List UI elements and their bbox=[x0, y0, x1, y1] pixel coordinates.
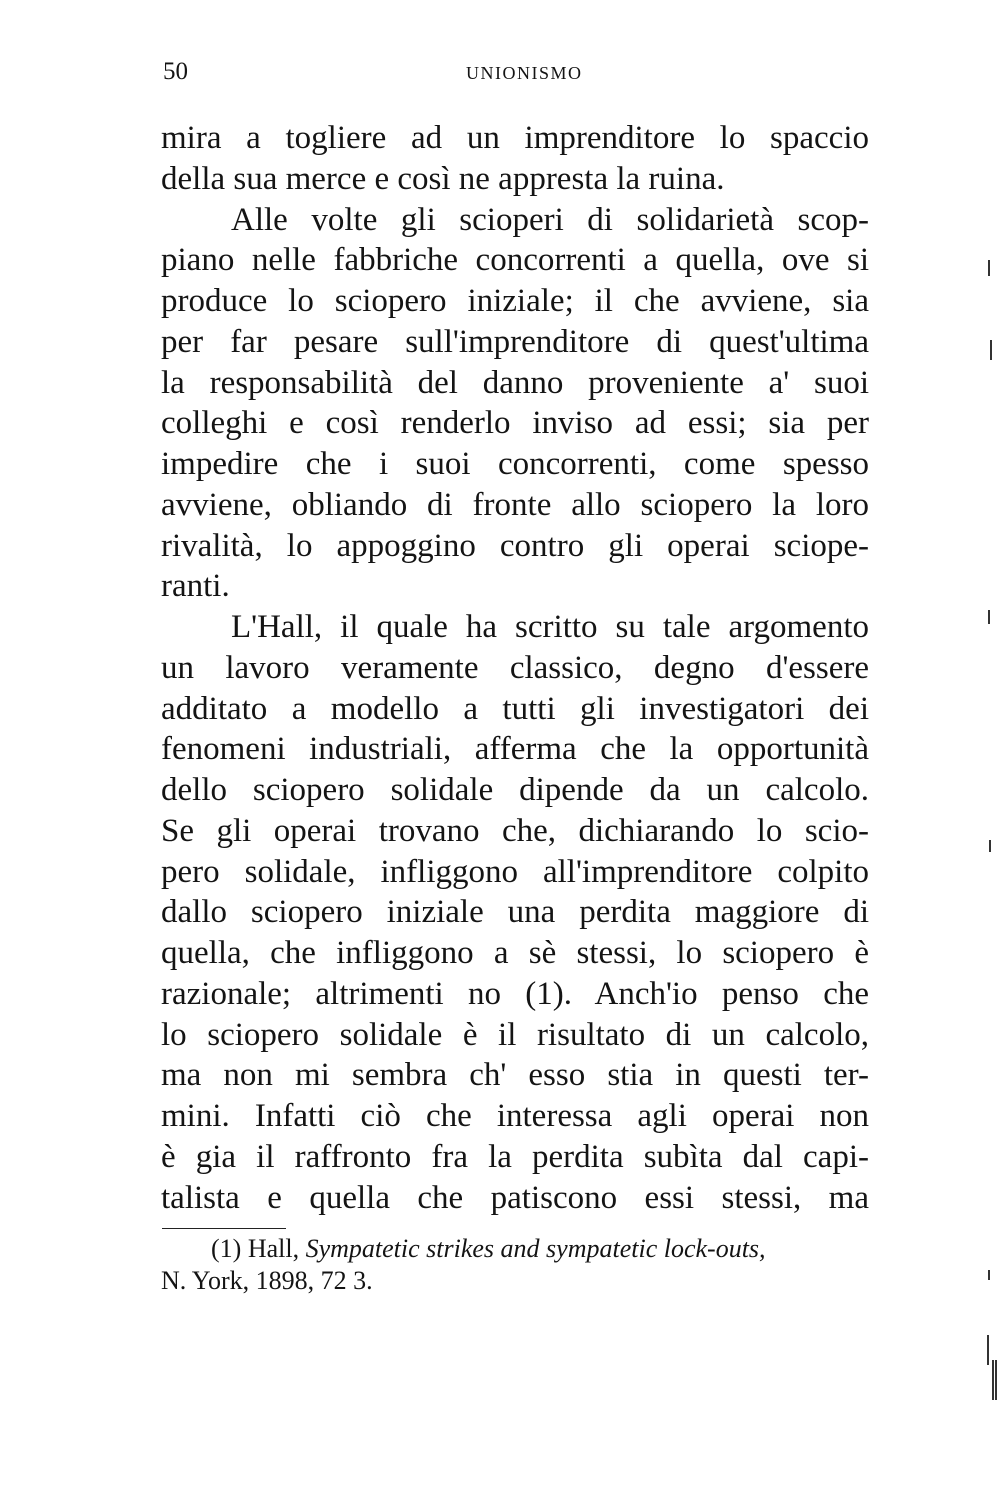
text-line: razionale; altrimenti no (1). Anch'io penso che bbox=[161, 975, 869, 1012]
text-line: avviene, obliando di fronte allo sciopero la loro bbox=[161, 486, 869, 523]
footnote-imprint: N. York, 1898, 72 3. bbox=[161, 1266, 373, 1295]
text-line: ma non mi sembra ch' esso stia in questi ter- bbox=[161, 1057, 869, 1094]
text-line: fenomeni industriali, afferma che la opportunità bbox=[161, 731, 869, 768]
text-line: piano nelle fabbriche concorrenti a quella, ove si bbox=[161, 242, 869, 279]
text-line: talista e quella che patiscono essi stessi, ma bbox=[161, 1179, 869, 1216]
text-line: dallo sciopero iniziale una perdita maggiore di bbox=[161, 894, 869, 931]
body-text bbox=[161, 118, 869, 1218]
scan-edge-marks bbox=[984, 200, 998, 1486]
text-line: L'Hall, il quale ha scritto su tale argomento bbox=[231, 609, 869, 645]
text-line: rivalità, lo appoggino contro gli operai sciope- bbox=[161, 527, 869, 564]
footnote-marker: (1) Hall, bbox=[211, 1234, 300, 1263]
text-line: mira a togliere ad un imprenditore lo spaccio bbox=[161, 120, 869, 156]
paragraph-1 bbox=[161, 118, 869, 200]
text-line: Se gli operai trovano che, dichiarando lo scio- bbox=[161, 812, 869, 849]
text-line: della sua merce e così ne appresta la ruina. bbox=[161, 160, 725, 197]
text-line: produce lo sciopero iniziale; il che avviene, sia bbox=[161, 283, 869, 319]
footnote bbox=[161, 1234, 869, 1264]
text-line: impedire che i suoi concorrenti, come spesso bbox=[161, 446, 869, 482]
text-line: quella, che infliggono a sè stessi, lo sciopero è bbox=[161, 935, 869, 971]
text-line: è gia il raffronto fra la perdita subìta dal capi- bbox=[161, 1138, 869, 1175]
running-title: UNIONISMO bbox=[466, 63, 583, 83]
footnote-rule bbox=[162, 1228, 286, 1229]
text-line: un lavoro veramente classico, degno d'essere bbox=[161, 649, 869, 686]
text-line: lo sciopero solidale è il risultato di un calcolo, bbox=[161, 1016, 869, 1053]
text-line: colleghi e così renderlo inviso ad essi; sia per bbox=[161, 405, 869, 442]
page-number: 50 bbox=[163, 58, 188, 85]
text-line: mini. Infatti ciò che interessa agli operai non bbox=[161, 1098, 869, 1134]
text-line: la responsabilità del danno proveniente a' suoi bbox=[161, 364, 869, 401]
text-line: pero solidale, infliggono all'imprenditore colpito bbox=[161, 853, 869, 890]
text-line: additato a modello a tutti gli investigatori dei bbox=[161, 690, 869, 727]
paragraph-2 bbox=[161, 200, 869, 608]
text-line: ranti. bbox=[161, 568, 230, 605]
footnote-title: Sympatetic strikes and sympatetic lock-outs, bbox=[305, 1234, 766, 1263]
text-line: Alle volte gli scioperi di solidarietà scop- bbox=[231, 201, 869, 238]
paragraph-3 bbox=[161, 607, 869, 1218]
text-line: per far pesare sull'imprenditore di quest'ultima bbox=[161, 323, 869, 360]
text-line: dello sciopero solidale dipende da un calcolo. bbox=[161, 772, 869, 808]
